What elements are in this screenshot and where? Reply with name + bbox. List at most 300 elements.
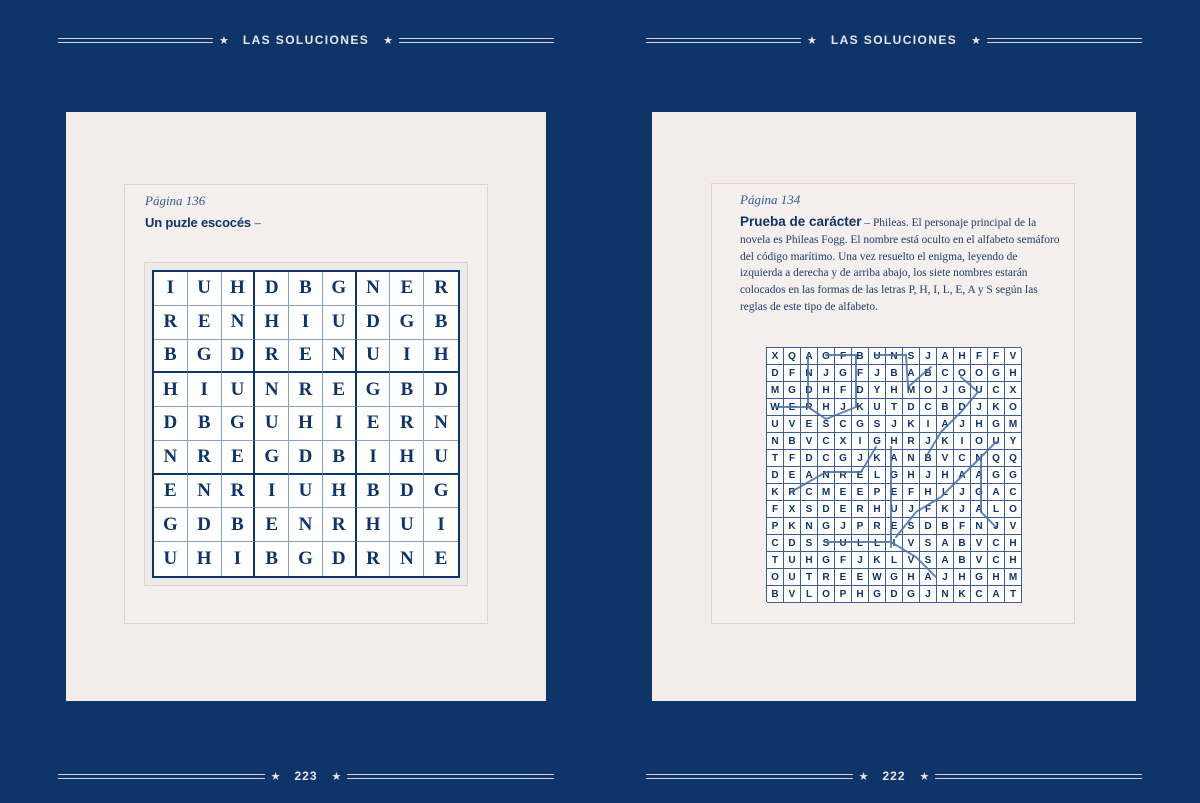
word-search-cell: A <box>971 501 988 518</box>
word-search-cell: C <box>988 382 1005 399</box>
word-search-cell: F <box>988 348 1005 365</box>
word-search-cell: G <box>971 569 988 586</box>
word-search-cell: R <box>784 484 801 501</box>
left-header <box>58 30 554 50</box>
word-search-cell: G <box>835 365 852 382</box>
solution-body: – Phileas. El personaje principal de la novela es Phileas Fogg. El nombre está oculto en el alfabeto semáforo del código marítimo. Una vez resuelto el enigma, leyendo de izquierda a derecha y de arriba abajo, los siete nombres estarán colocados en las formas de las letras P, H, I, L, E, A y S según las reglas de este tipo de alfabeto. <box>740 217 1060 313</box>
word-search-cell: T <box>801 569 818 586</box>
grid-cell: U <box>357 340 391 374</box>
word-search-cell: V <box>1005 348 1022 365</box>
word-search-cell: F <box>971 348 988 365</box>
word-search-cell: C <box>971 586 988 603</box>
word-search-cell: D <box>852 382 869 399</box>
grid-cell: R <box>289 373 323 407</box>
word-search-cell: F <box>835 348 852 365</box>
word-search-cell: F <box>784 365 801 382</box>
grid-cell: G <box>222 407 256 441</box>
header-rule <box>399 38 554 43</box>
right-header <box>646 30 1142 50</box>
word-search-cell: G <box>971 484 988 501</box>
word-search-cell: J <box>954 484 971 501</box>
grid-cell: R <box>357 542 391 576</box>
word-search-cell: N <box>886 348 903 365</box>
star-icon: ★ <box>331 770 342 783</box>
grid-cell: G <box>154 508 188 542</box>
word-search-cell: E <box>784 467 801 484</box>
word-search-cell: M <box>1005 569 1022 586</box>
word-search-cell: H <box>1005 552 1022 569</box>
word-search-cell: C <box>920 399 937 416</box>
word-search-cell: O <box>954 365 971 382</box>
letter-sudoku-grid <box>152 270 460 578</box>
word-search-cell: J <box>835 518 852 535</box>
grid-cell: D <box>154 407 188 441</box>
word-search-cell: H <box>954 348 971 365</box>
word-search-cell: R <box>835 467 852 484</box>
grid-cell: R <box>222 475 256 509</box>
word-search-cell: E <box>801 416 818 433</box>
word-search-cell: E <box>784 399 801 416</box>
word-search-cell: G <box>1005 467 1022 484</box>
word-search-cell: G <box>818 552 835 569</box>
grid-cell: G <box>188 340 222 374</box>
word-search-cell: H <box>801 552 818 569</box>
word-search-cell: A <box>886 450 903 467</box>
word-search-cell: T <box>1005 586 1022 603</box>
word-search-cell: E <box>852 569 869 586</box>
word-search-cell: G <box>954 382 971 399</box>
word-search-cell: L <box>886 552 903 569</box>
grid-cell: U <box>154 542 188 576</box>
word-search-cell: A <box>920 569 937 586</box>
word-search-cell: C <box>954 450 971 467</box>
word-search-cell: H <box>818 382 835 399</box>
word-search-cell: D <box>920 518 937 535</box>
word-search-cell: J <box>988 518 1005 535</box>
word-search-cell: Y <box>1005 433 1022 450</box>
grid-cell: H <box>154 373 188 407</box>
word-search-cell: H <box>852 586 869 603</box>
word-search-cell: G <box>835 450 852 467</box>
word-search-cell: F <box>852 365 869 382</box>
word-search-cell: E <box>886 518 903 535</box>
word-search-cell: L <box>869 467 886 484</box>
word-search-cell: S <box>920 535 937 552</box>
grid-cell: I <box>154 272 188 306</box>
word-search-cell: G <box>988 416 1005 433</box>
word-search-cell: X <box>767 348 784 365</box>
grid-cell: U <box>424 441 458 475</box>
word-search-cell: N <box>971 450 988 467</box>
grid-cell: N <box>357 272 391 306</box>
word-search-cell: V <box>903 552 920 569</box>
star-icon: ★ <box>383 34 394 47</box>
word-search-cell: S <box>903 518 920 535</box>
grid-cell: G <box>424 475 458 509</box>
grid-cell: H <box>255 306 289 340</box>
grid-cell: I <box>424 508 458 542</box>
word-search-cell: J <box>903 501 920 518</box>
word-search-cell: G <box>886 569 903 586</box>
word-search-cell: X <box>784 501 801 518</box>
word-search-cell: V <box>937 450 954 467</box>
word-search-cell: M <box>903 382 920 399</box>
grid-cell: D <box>424 373 458 407</box>
header-rule <box>58 38 213 43</box>
left-page <box>66 112 546 701</box>
grid-cell: G <box>357 373 391 407</box>
word-search-cell: D <box>801 450 818 467</box>
word-search-cell: C <box>835 416 852 433</box>
word-search-cell: S <box>801 501 818 518</box>
word-search-cell: V <box>784 416 801 433</box>
word-search-cell: A <box>903 365 920 382</box>
word-search-cell: W <box>869 569 886 586</box>
word-search-cell: U <box>767 416 784 433</box>
word-search-cell: F <box>920 501 937 518</box>
word-search-cell: J <box>920 433 937 450</box>
word-search-cell: B <box>784 433 801 450</box>
word-search-cell: C <box>988 535 1005 552</box>
word-search-cell: H <box>954 569 971 586</box>
word-search-cell: L <box>869 535 886 552</box>
word-search-cell: K <box>852 399 869 416</box>
word-search-cell: J <box>937 382 954 399</box>
word-search-cell: K <box>988 399 1005 416</box>
grid-cell: H <box>289 407 323 441</box>
word-search-cell: F <box>835 552 852 569</box>
grid-cell: U <box>323 306 357 340</box>
word-search-cell: H <box>1005 535 1022 552</box>
star-icon: ★ <box>270 770 281 783</box>
word-search-cell: U <box>869 348 886 365</box>
word-search-cell: G <box>903 586 920 603</box>
solution-text <box>740 214 1062 316</box>
word-search-cell: A <box>801 348 818 365</box>
grid-cell: E <box>188 306 222 340</box>
word-search-cell: A <box>988 484 1005 501</box>
grid-cell: N <box>424 407 458 441</box>
word-search-cell: U <box>835 535 852 552</box>
word-search-cell: N <box>818 467 835 484</box>
word-search-cell: E <box>852 467 869 484</box>
grid-cell: I <box>390 340 424 374</box>
word-search-cell: M <box>1005 416 1022 433</box>
grid-cell: R <box>323 508 357 542</box>
word-search-cell: G <box>886 467 903 484</box>
grid-cell: I <box>188 373 222 407</box>
word-search-cell: G <box>784 382 801 399</box>
word-search-cell: I <box>920 416 937 433</box>
word-search-cell: A <box>801 467 818 484</box>
word-search-cell: S <box>818 416 835 433</box>
word-search-cell: H <box>920 484 937 501</box>
word-search-cell: S <box>920 552 937 569</box>
word-search-cell: U <box>988 433 1005 450</box>
grid-cell: H <box>390 441 424 475</box>
grid-cell: U <box>255 407 289 441</box>
word-search-cell: U <box>869 399 886 416</box>
star-icon: ★ <box>858 770 869 783</box>
word-search-cell: P <box>869 484 886 501</box>
grid-cell: B <box>357 475 391 509</box>
word-search-cell: A <box>937 535 954 552</box>
word-search-cell: S <box>869 416 886 433</box>
grid-cell: H <box>222 272 256 306</box>
word-search-cell: M <box>818 484 835 501</box>
word-search-cell: R <box>801 399 818 416</box>
header-rule <box>646 38 801 43</box>
sudoku-grid-frame <box>144 262 468 586</box>
word-search-cell: N <box>801 365 818 382</box>
grid-cell: I <box>255 475 289 509</box>
grid-cell: G <box>390 306 424 340</box>
grid-cell: R <box>390 407 424 441</box>
grid-cell: E <box>222 441 256 475</box>
word-search-cell: F <box>767 501 784 518</box>
word-search-cell: F <box>954 518 971 535</box>
word-search-cell: K <box>869 450 886 467</box>
grid-cell: N <box>289 508 323 542</box>
word-search-cell: H <box>988 569 1005 586</box>
word-search-cell: B <box>937 518 954 535</box>
word-search-cell: H <box>886 382 903 399</box>
grid-cell: N <box>323 340 357 374</box>
word-search-cell: P <box>852 518 869 535</box>
word-search-cell: B <box>937 399 954 416</box>
word-search-cell: G <box>852 416 869 433</box>
word-search-cell: R <box>903 433 920 450</box>
footer-rule <box>646 774 853 779</box>
word-search-cell: B <box>954 535 971 552</box>
word-search-cell: G <box>818 518 835 535</box>
word-search-cell: G <box>988 467 1005 484</box>
grid-cell: E <box>154 475 188 509</box>
left-footer <box>58 766 554 786</box>
grid-cell: H <box>323 475 357 509</box>
word-search-cell: R <box>818 569 835 586</box>
word-search-cell: J <box>852 552 869 569</box>
grid-cell: D <box>357 306 391 340</box>
word-search-cell: R <box>869 518 886 535</box>
word-search-cell: A <box>988 586 1005 603</box>
grid-cell: R <box>424 272 458 306</box>
word-search-cell: I <box>954 433 971 450</box>
word-search-cell: A <box>971 467 988 484</box>
word-search-cell: B <box>920 365 937 382</box>
word-search-cell: J <box>920 467 937 484</box>
word-search-cell: C <box>801 484 818 501</box>
word-search-cell: G <box>869 433 886 450</box>
word-search-cell: V <box>903 535 920 552</box>
word-search-cell: O <box>971 433 988 450</box>
word-search-cell: D <box>784 535 801 552</box>
word-search-cell: C <box>1005 484 1022 501</box>
word-search-cell: N <box>903 450 920 467</box>
word-search-cell: D <box>767 365 784 382</box>
word-search-cell: C <box>988 552 1005 569</box>
word-search-cell: D <box>801 382 818 399</box>
star-icon: ★ <box>806 34 817 47</box>
header-rule <box>987 38 1142 43</box>
word-search-cell: L <box>988 501 1005 518</box>
word-search-cell: J <box>852 450 869 467</box>
word-search-cell: D <box>886 586 903 603</box>
word-search-cell: L <box>937 484 954 501</box>
word-search-cell: T <box>767 450 784 467</box>
grid-cell: D <box>323 542 357 576</box>
word-search-cell: E <box>835 569 852 586</box>
word-search-cell: N <box>971 518 988 535</box>
word-search-cell: C <box>818 450 835 467</box>
word-search-cell: E <box>835 501 852 518</box>
word-search-cell: X <box>835 433 852 450</box>
puzzle-title <box>145 215 261 231</box>
page-reference: Página 134 <box>740 192 801 207</box>
word-search-cell: K <box>937 433 954 450</box>
word-search-cell: Q <box>1005 450 1022 467</box>
word-search-cell: B <box>954 552 971 569</box>
grid-cell: E <box>357 407 391 441</box>
grid-cell: B <box>323 441 357 475</box>
word-search-cell: G <box>869 586 886 603</box>
word-search-cell: G <box>818 348 835 365</box>
word-search-cell: H <box>971 416 988 433</box>
grid-cell: D <box>255 272 289 306</box>
word-search-cell: D <box>818 501 835 518</box>
word-search-cell: N <box>801 518 818 535</box>
grid-cell: G <box>289 542 323 576</box>
word-search-cell: A <box>937 552 954 569</box>
word-search-cell: J <box>869 365 886 382</box>
word-search-cell: J <box>954 501 971 518</box>
word-search-cell: L <box>801 586 818 603</box>
word-search-cell: W <box>767 399 784 416</box>
word-search-cell: O <box>971 365 988 382</box>
word-search-cell: B <box>920 450 937 467</box>
right-page <box>652 112 1136 701</box>
word-search-cell: B <box>886 365 903 382</box>
grid-cell: U <box>289 475 323 509</box>
page-number: 223 <box>294 769 318 783</box>
word-search-cell: T <box>886 399 903 416</box>
word-search-cell: C <box>767 535 784 552</box>
word-search-cell: C <box>818 433 835 450</box>
word-search-cell: I <box>852 433 869 450</box>
grid-cell: B <box>222 508 256 542</box>
puzzle-title: Prueba de carácter <box>740 214 862 229</box>
word-search-cell: K <box>784 518 801 535</box>
grid-cell: E <box>390 272 424 306</box>
word-search-cell: V <box>971 552 988 569</box>
grid-cell: D <box>289 441 323 475</box>
word-search-cell: N <box>937 586 954 603</box>
word-search-cell: J <box>886 416 903 433</box>
grid-cell: G <box>323 272 357 306</box>
word-search-cell: N <box>767 433 784 450</box>
star-icon: ★ <box>919 770 930 783</box>
word-search-cell: E <box>835 484 852 501</box>
word-search-cell: V <box>971 535 988 552</box>
title-dash: – <box>254 215 261 230</box>
word-search-cell: H <box>1005 365 1022 382</box>
word-search-cell: H <box>886 433 903 450</box>
grid-cell: N <box>255 373 289 407</box>
word-search <box>766 347 1021 602</box>
word-search-cell: V <box>801 433 818 450</box>
right-footer <box>646 766 1142 786</box>
word-search-cell: O <box>920 382 937 399</box>
grid-cell: E <box>434 548 448 570</box>
word-search-cell: L <box>852 535 869 552</box>
word-search-cell: P <box>835 586 852 603</box>
word-search-cell: U <box>784 569 801 586</box>
grid-cell: D <box>390 475 424 509</box>
word-search-cell: H <box>937 467 954 484</box>
puzzle-title-text: Un puzle escocés <box>145 215 251 230</box>
word-search-cell: A <box>937 348 954 365</box>
word-search-cell: D <box>954 399 971 416</box>
grid-cell: I <box>222 542 256 576</box>
page-reference: Página 136 <box>145 193 206 208</box>
page-number: 222 <box>882 769 906 783</box>
word-search-cell: O <box>767 569 784 586</box>
word-search-cell: D <box>767 467 784 484</box>
grid-cell: I <box>357 441 391 475</box>
grid-cell: I <box>289 306 323 340</box>
grid-cell: R <box>154 306 188 340</box>
word-search-cell: G <box>988 365 1005 382</box>
grid-cell: B <box>390 373 424 407</box>
footer-rule <box>935 774 1142 779</box>
grid-cell: G <box>255 441 289 475</box>
word-search-cell: E <box>852 484 869 501</box>
grid-cell: U <box>222 373 256 407</box>
word-search-cell: V <box>784 586 801 603</box>
word-search-cell: U <box>971 382 988 399</box>
grid-cell: B <box>188 407 222 441</box>
grid-cell: I <box>323 407 357 441</box>
word-search-cell: T <box>767 552 784 569</box>
word-search-cell: A <box>937 416 954 433</box>
grid-cell: E <box>289 340 323 374</box>
word-search-cell: S <box>801 535 818 552</box>
grid-cell: H <box>188 542 222 576</box>
word-search-cell: U <box>784 552 801 569</box>
word-search-cell: S <box>818 535 835 552</box>
grid-cell: N <box>154 441 188 475</box>
word-search-cell: K <box>903 416 920 433</box>
grid-cell: E <box>323 373 357 407</box>
grid-cell: R <box>255 340 289 374</box>
grid-cell: U <box>390 508 424 542</box>
word-search-cell: B <box>767 586 784 603</box>
grid-cell: E <box>255 508 289 542</box>
grid-cell: U <box>188 272 222 306</box>
word-search-cell: I <box>886 535 903 552</box>
grid-cell: R <box>188 441 222 475</box>
word-search-cell: P <box>767 518 784 535</box>
word-search-cell: O <box>1005 501 1022 518</box>
word-search-cell: J <box>818 365 835 382</box>
word-search-cell: Y <box>869 382 886 399</box>
word-search-cell: M <box>767 382 784 399</box>
grid-cell: N <box>188 475 222 509</box>
grid-cell: B <box>289 272 323 306</box>
word-search-cell: F <box>903 484 920 501</box>
grid-cell: H <box>357 508 391 542</box>
word-search-cell: K <box>937 501 954 518</box>
